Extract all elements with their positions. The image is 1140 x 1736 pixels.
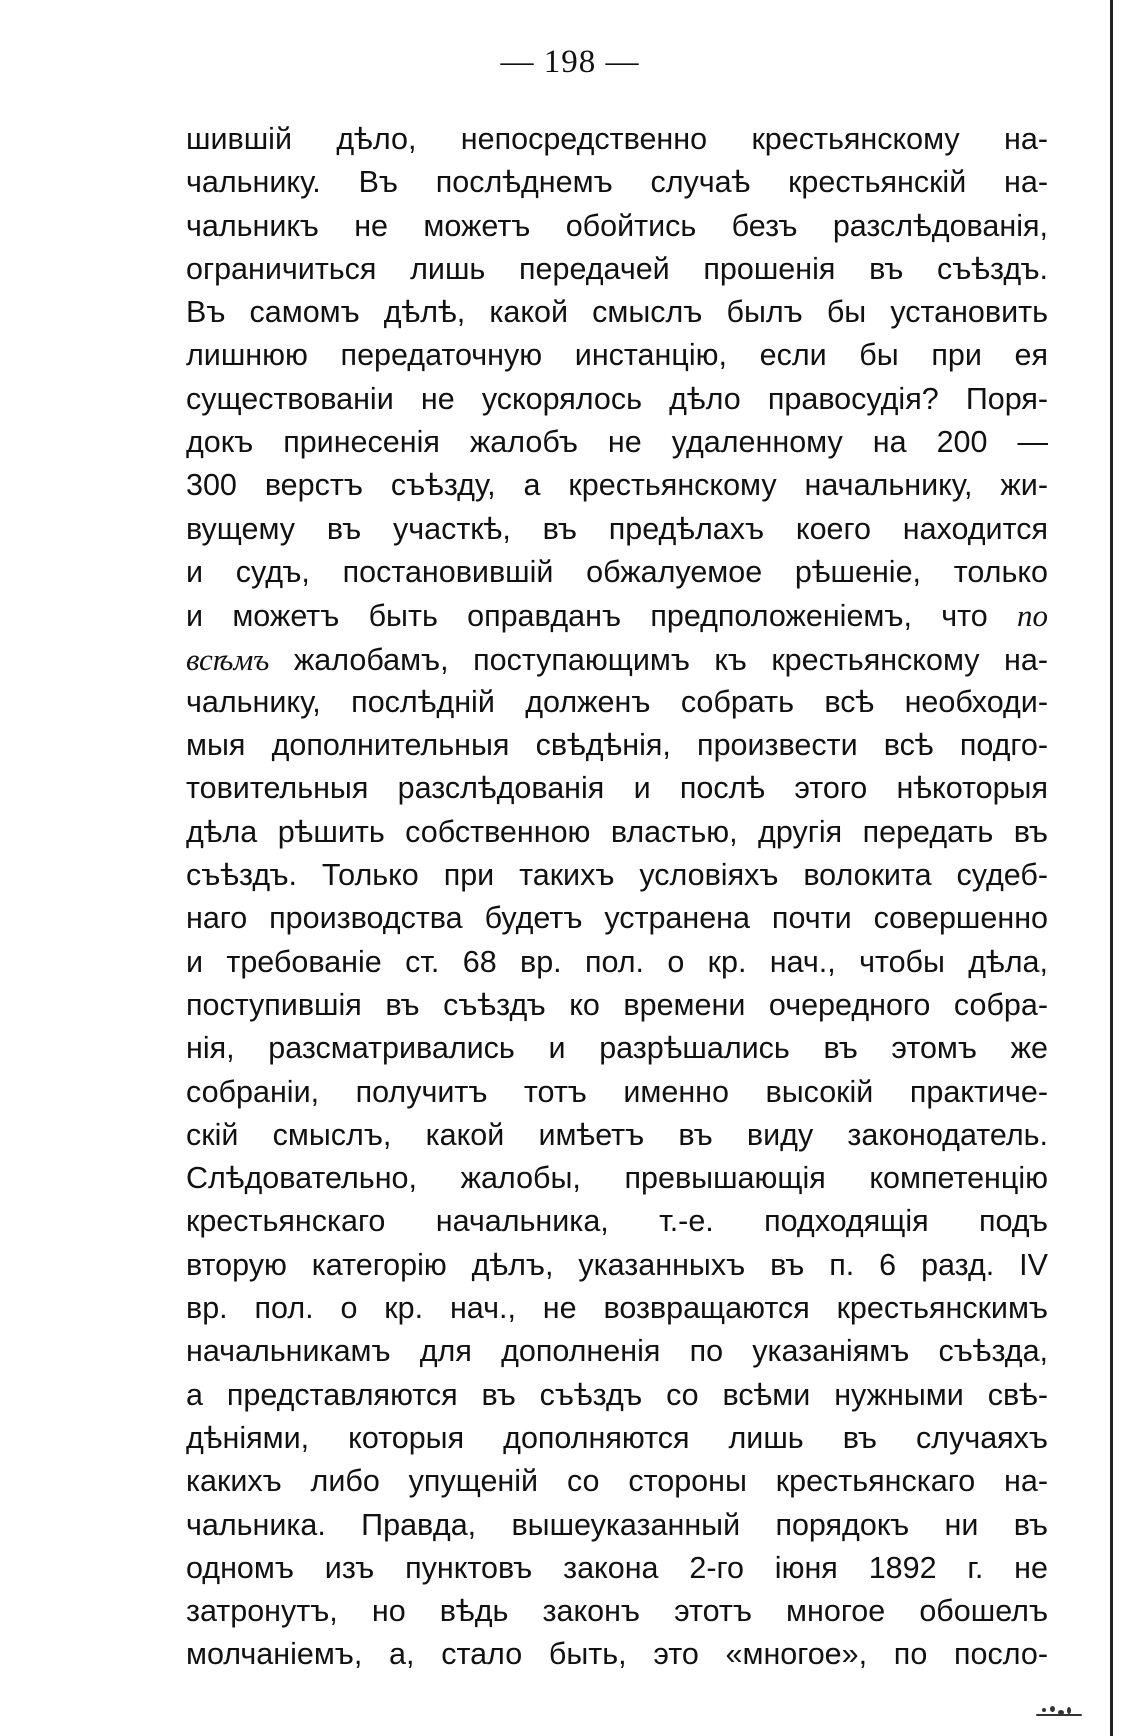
text-line: Слѣдовательно, жалобы, превышающія компетенцію — [186, 1161, 1048, 1196]
text-line: чальникъ не можетъ обойтись безъ разслѣдованія, — [186, 208, 1048, 243]
text-line: какихъ либо упущеній со стороны крестьянскаго на- — [186, 1464, 1048, 1499]
text-line: 300 верстъ съѣзду, а крестьянскому начальнику, жи- — [186, 468, 1048, 503]
text-line: затронутъ, но вѣдь законъ этотъ многое обошелъ — [186, 1594, 1048, 1629]
printers-ornament-icon — [1024, 1698, 1094, 1722]
text-line: товительныя разслѣдованія и послѣ этого нѣкоторыя — [186, 771, 1048, 806]
text-line: собраніи, получитъ тотъ именно высокій практиче- — [186, 1074, 1048, 1109]
text-line: мыя дополнительныя свѣдѣнія, произвести всѣ подго- — [186, 728, 1048, 763]
text-segment: и можетъ быть оправданъ предположеніемъ, что — [186, 599, 988, 634]
italic-word: по — [1017, 598, 1048, 634]
text-line: наго производства будетъ устранена почти совершенно — [186, 901, 1048, 936]
text-line: лишнюю передаточную инстанцію, если бы при ея — [186, 338, 1048, 373]
text-line: чальника. Правда, вышеуказанный порядокъ ни въ — [186, 1507, 1048, 1542]
text-line: вр. пол. о кр. нач., не возвращаются крестьянскимъ — [186, 1291, 1048, 1326]
text-line-with-italic — [186, 594, 1048, 637]
text-segment: жалобамъ, поступающимъ къ крестьянскому на- — [293, 642, 1048, 677]
text-line: поступившія въ съѣздъ ко времени очередного собра- — [186, 987, 1048, 1022]
page-edge-border — [1110, 0, 1113, 1736]
text-line: крестьянскаго начальника, т.-е. подходящія подъ — [186, 1204, 1048, 1239]
text-line: начальникамъ для дополненія по указаніямъ съѣзда, — [186, 1334, 1048, 1369]
text-line: дѣніями, которыя дополняются лишь въ случаяхъ — [186, 1420, 1048, 1455]
body-text — [186, 118, 1048, 1677]
italic-word: всѣмъ — [186, 641, 270, 677]
text-line: а представляются въ съѣздъ со всѣми нужными свѣ- — [186, 1377, 1048, 1412]
text-line: вущему въ участкѣ, въ предѣлахъ коего находится — [186, 511, 1048, 546]
text-line: дѣла рѣшить собственною властью, другія передать въ — [186, 814, 1048, 849]
text-line: молчаніемъ, а, стало быть, это «многое», по посло- — [186, 1637, 1048, 1672]
text-line: чальнику. Въ послѣднемъ случаѣ крестьянскій на- — [186, 165, 1048, 200]
text-line: одномъ изъ пунктовъ закона 2-го іюня 1892 г. не — [186, 1550, 1048, 1585]
text-line: ограничиться лишь передачей прошенія въ съѣздъ. — [186, 251, 1048, 286]
text-line: вторую категорію дѣлъ, указанныхъ въ п. 6 разд. IV — [186, 1247, 1048, 1282]
text-line: нія, разсматривались и разрѣшались въ этомъ же — [186, 1031, 1048, 1066]
text-line: и судъ, постановившій обжалуемое рѣшеніе, только — [186, 554, 1048, 589]
page-number: — 198 — — [500, 44, 640, 80]
text-line: существованіи не ускорялось дѣло правосудія? Поря- — [186, 381, 1048, 416]
text-line: докъ принесенія жалобъ не удаленному на 200 — — [186, 425, 1048, 460]
text-line: Въ самомъ дѣлѣ, какой смыслъ былъ бы установить — [186, 295, 1048, 330]
text-line: скій смыслъ, какой имѣетъ въ виду законодатель. — [186, 1117, 1048, 1152]
text-line: съѣздъ. Только при такихъ условіяхъ волокита судеб- — [186, 858, 1048, 893]
text-line: и требованіе ст. 68 вр. пол. о кр. нач., чтобы дѣла, — [186, 944, 1048, 979]
text-line: шившій дѣло, непосредственно крестьянскому на- — [186, 122, 1048, 156]
text-line-with-italic — [186, 638, 1048, 681]
text-line: чальнику, послѣдній долженъ собрать всѣ необходи- — [186, 684, 1048, 719]
